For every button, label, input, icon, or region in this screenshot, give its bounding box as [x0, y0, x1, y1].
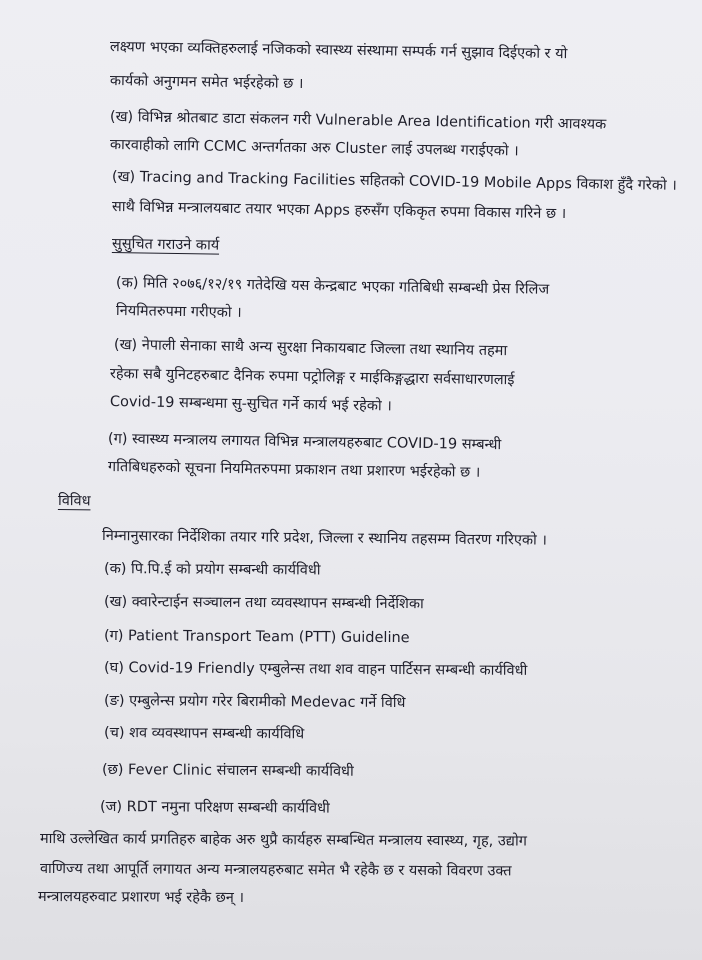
closing-line-2: वाणिज्य तथा आपूर्ति लगायत अन्य मन्त्रालयहरुबाट समेत भै रहेकै छ र यसको विवरण उक्त: [39, 861, 512, 880]
section1-ka-line-2: नियमितरुपमा गरीएको ।: [115, 303, 242, 321]
section1-kha-line-3: Covid-19 सम्बन्धमा सु-सुचित गर्ने कार्य भई रहेको ।: [109, 394, 392, 415]
closing-line-3: मन्त्रालयहरुवाट प्रशारण भई रहेकै छन् ।: [37, 889, 245, 907]
section1-ga-line-1: (ग) स्वास्थ्य मन्त्रालय लगायत विभिन्न मन्त्रालयहरुबाट COVID-19 सम्बन्धी: [107, 431, 502, 454]
directive-item: (घ) Covid-19 Friendly एम्बुलेन्स तथा शव वाहन पार्टिसन सम्बन्धी कार्यविधी: [103, 660, 528, 679]
kha1-line-1: (ख) विभिन्न श्रोतबाट डाटा संकलन गरी Vulnerable Area Identification गरी आवश्यक: [109, 109, 607, 133]
directive-item: (ग) Patient Transport Team (PTT) Guideline: [103, 628, 410, 647]
directive-item: (ज) RDT नमुना परिक्षण सम्बन्धी कार्यविधी: [99, 799, 330, 817]
directive-item: (च) शव व्यवस्थापन सम्बन्धी कार्यविधि: [103, 725, 305, 743]
directive-item: (ङ) एम्बुलेन्स प्रयोग गरेर बिरामीको Medevac गर्ने विधि: [103, 693, 406, 712]
kha2-line-1: (ख) Tracing and Tracking Facilities सहितको COVID-19 Mobile Apps विकाश हुँदै गरेको ।: [111, 169, 677, 194]
section1-kha-line-1: (ख) नेपाली सेनाका साथै अन्य सुरक्षा निकायबाट जिल्ला तथा स्थानिय तहमा: [113, 337, 508, 360]
section2-intro: निम्नानुसारका निर्देशिका तयार गरि प्रदेश, जिल्ला र स्थानिय तहसम्म वितरण गरिएको ।: [101, 528, 547, 549]
section1-kha-line-2: रहेका सबै युनिटहरुबाट दैनिक रुपमा पट्रोलिङ्ग र माईकिङ्गद्धारा सर्वसाधारणलाई: [109, 366, 515, 389]
intro-line-1: लक्ष्यण भएका व्यक्तिहरुलाई नजिकको स्वास्थ्य संस्थामा सम्पर्क गर्न सुझाव दिईएको र यो: [109, 39, 568, 63]
kha1-line-2: कारवाहीको लागि CCMC अन्तर्गतका अरु Cluster लाई उपलब्ध गराईएको ।: [109, 137, 519, 160]
kha2-line-2: साथै विभिन्न मन्त्रालयबाट तयार भएका Apps हरुसँग एकिकृत रुपमा विकास गरिने छ ।: [111, 199, 567, 223]
section1-heading: सुसुचित गराउने कार्य: [111, 236, 220, 254]
section1-ka-line-1: (क) मिति २०७६/१२/१९ गतेदेखि यस केन्द्रबाट भएका गतिबिधी सम्बन्धी प्रेस रिलिज: [115, 275, 550, 298]
directive-item: (छ) Fever Clinic संचालन सम्बन्धी कार्यविधी: [101, 762, 354, 780]
section1-ga-line-2: गतिबिधहरुको सूचना नियमितरुपमा प्रकाशन तथा प्रशारण भईरहेको छ ।: [107, 459, 481, 481]
intro-line-2: कार्यको अनुगमन समेत भईरहेको छ ।: [109, 73, 304, 93]
section2-heading: विविध: [57, 493, 91, 510]
directive-item: (ख) क्वारेन्टाईन सञ्चालन तथा व्यवस्थापन सम्बन्धी निर्देशिका: [103, 594, 424, 613]
closing-line-1: माथि उल्लेखित कार्य प्रगतिहरु बाहेक अरु थुप्रै कार्यहरु सम्बन्धित मन्त्रालय स्वास्थ्य, गृह, उद्योग: [39, 831, 527, 850]
directive-item: (क) पि.पि.ई को प्रयोग सम्बन्धी कार्यविधी: [103, 561, 321, 579]
